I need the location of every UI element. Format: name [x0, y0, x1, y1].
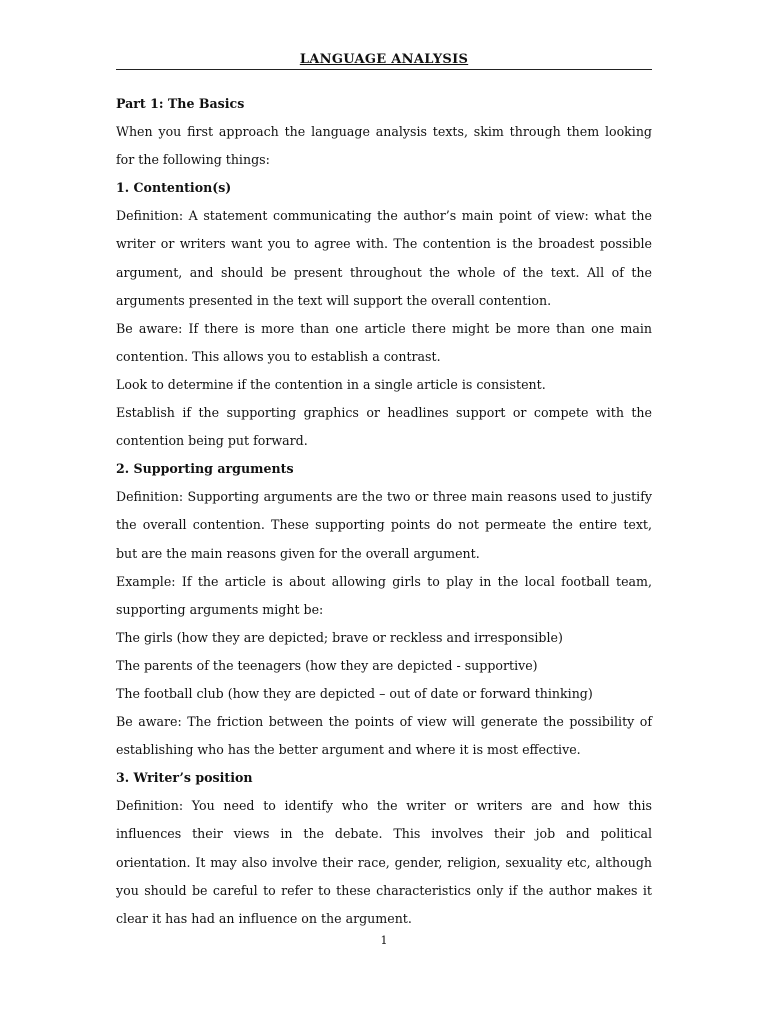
supporting-heading: 2. Supporting arguments	[116, 461, 294, 477]
contention-definition: Definition: A statement communicating the author’s main point of view: what the writer or writers want you to agree with. The contention is the broadest possible argument, and should be present throughout the whole of the text. All of the arguments presented in the text will support the overall contention.	[116, 208, 652, 308]
supporting-item-girls: The girls (how they are depicted; brave or reckless and irresponsible)	[116, 629, 563, 645]
intro-paragraph: When you first approach the language analysis texts, skim through them looking for the following things:	[116, 124, 652, 168]
contention-look: Look to determine if the contention in a single article is consistent.	[116, 376, 546, 392]
supporting-aware: Be aware: The friction between the points of view will generate the possibility of establishing who has the better argument and where it is most effective.	[116, 714, 652, 758]
contention-aware: Be aware: If there is more than one article there might be more than one main contention. This allows you to establish a contrast.	[116, 320, 652, 364]
page-number: 1	[380, 934, 388, 947]
contention-heading: 1. Contention(s)	[116, 180, 232, 196]
supporting-item-parents: The parents of the teenagers (how they are depicted - supportive)	[116, 657, 538, 673]
supporting-example: Example: If the article is about allowing girls to play in the local football team, supporting arguments might be:	[116, 573, 652, 617]
supporting-item-club: The football club (how they are depicted – out of date or forward thinking)	[116, 685, 593, 701]
header-divider	[116, 69, 652, 70]
position-definition: Definition: You need to identify who the writer or writers are and how this influences their views in the debate. This involves their job and political orientation. It may also involve their race, gender, religion, sexuality etc, although you should be careful to refer to these characteristics only if the author makes it clear it has had an influence on the argument.	[116, 798, 652, 926]
supporting-definition: Definition: Supporting arguments are the two or three main reasons used to justify the overall contention. These supporting points do not permeate the entire text, but are the main reasons given for the overall argument.	[116, 489, 652, 561]
document-body	[116, 90, 652, 933]
position-heading: 3. Writer’s position	[116, 770, 253, 786]
document-title: LANGUAGE ANALYSIS	[299, 52, 469, 67]
part-heading: Part 1: The Basics	[116, 96, 245, 111]
contention-establish: Establish if the supporting graphics or headlines support or compete with the contention being put forward.	[116, 405, 652, 449]
